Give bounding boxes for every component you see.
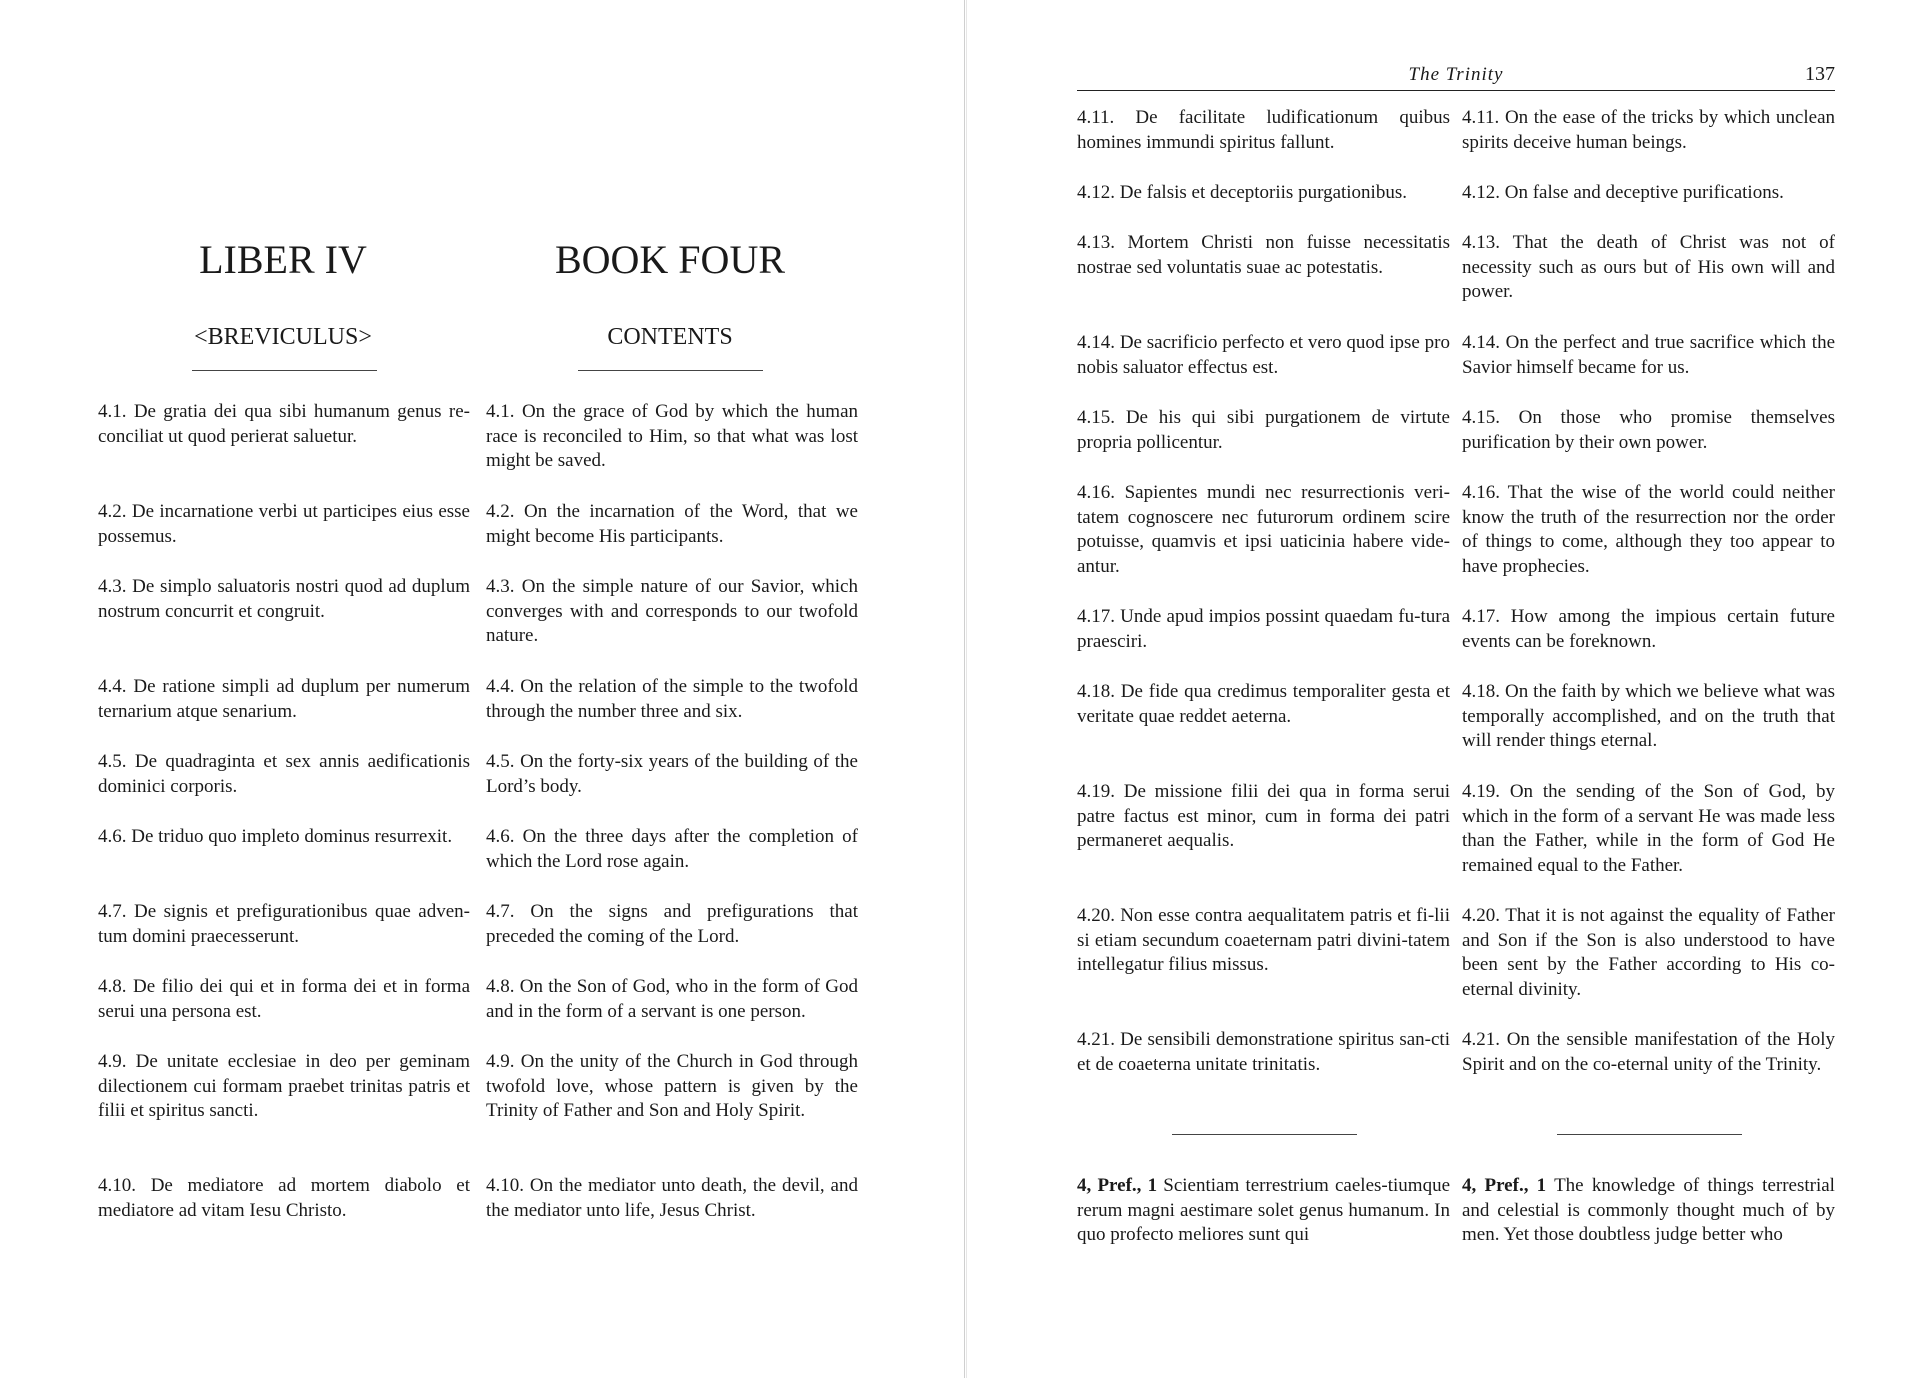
contents-entry	[1077, 481, 1835, 605]
latin-entry: 4.12. De falsis et deceptoriis purgationibus.	[1077, 182, 1407, 203]
contents-list-left	[98, 400, 858, 1249]
english-entry: 4.6. On the three days after the completion of which the Lord rose again.	[486, 826, 858, 872]
english-subtitle: CONTENTS	[607, 324, 733, 350]
latin-entry: 4.13. Mortem Christi non fuisse necessitatis nostrae sed voluntatis suae ac potestatis.	[1077, 232, 1450, 278]
english-entry: 4.11. On the ease of the tricks by which unclean spirits deceive human beings.	[1462, 107, 1835, 153]
contents-entry	[98, 575, 858, 675]
contents-entry	[1077, 780, 1835, 904]
english-section-label: 4, Pref., 1	[1462, 1175, 1547, 1196]
contents-entry	[98, 900, 858, 975]
latin-subtitle-rule	[192, 370, 377, 371]
page-number: 137	[1805, 63, 1835, 85]
latin-entry: 4.18. De fide qua credimus temporaliter gesta et veritate quae reddet aeterna.	[1077, 681, 1450, 727]
running-head	[1077, 62, 1835, 91]
latin-entry: 4.8. De filio dei qui et in forma dei et in forma serui una persona est.	[98, 976, 470, 1022]
contents-entry	[1077, 231, 1835, 331]
english-entry: 4.7. On the signs and prefigurations that preceded the coming of the Lord.	[486, 901, 858, 947]
english-entry: 4.2. On the incarnation of the Word, that we might become His participants.	[486, 501, 858, 547]
english-title: BOOK FOUR	[554, 237, 786, 282]
contents-entry	[1077, 106, 1835, 181]
english-entry: 4.14. On the perfect and true sacrifice which the Savior himself became for us.	[1462, 332, 1835, 378]
english-entry: 4.12. On false and deceptive purifications.	[1462, 182, 1784, 203]
contents-entry	[98, 400, 858, 500]
latin-entry: 4.15. De his qui sibi purgationem de virtute propria pollicentur.	[1077, 407, 1450, 453]
latin-entry: 4.16. Sapientes mundi nec resurrectionis veri-tatem cognoscere nec futurorum ordinem scire potuisse, quamvis et ipsi uaticinia habere vide-antur.	[1077, 482, 1450, 577]
english-entry: 4.17. How among the impious certain future events can be foreknown.	[1462, 606, 1835, 652]
english-entry: 4.5. On the forty-six years of the building of the Lord’s body.	[486, 751, 858, 797]
english-paragraph	[1462, 1174, 1835, 1248]
latin-entry: 4.14. De sacrificio perfecto et vero quod ipse pro nobis saluator effectus est.	[1077, 332, 1450, 378]
latin-entry: 4.11. De facilitate ludificationum quibus homines immundi spiritus fallunt.	[1077, 107, 1450, 153]
latin-paragraph	[1077, 1174, 1450, 1248]
english-entry: 4.3. On the simple nature of our Savior, which converges with and corresponds to our twofold nature.	[486, 576, 858, 646]
latin-entry: 4.20. Non esse contra aequalitatem patris et fi-lii si etiam secundum coaeternam patri divini-tatem intellegatur filius missus.	[1077, 905, 1450, 975]
latin-section-label: 4, Pref., 1	[1077, 1175, 1158, 1196]
contents-entry	[1077, 904, 1835, 1028]
latin-entry: 4.7. De signis et prefigurationibus quae adven-tum domini praecesserunt.	[98, 901, 470, 947]
contents-entry	[1077, 331, 1835, 406]
body-paragraph-row	[1077, 1174, 1835, 1248]
english-entry: 4.15. On those who promise themselves purification by their own power.	[1462, 407, 1835, 453]
latin-entry: 4.9. De unitate ecclesiae in deo per geminam dilectionem cui formam praebet trinitas patris et filii et spiritus sancti.	[98, 1051, 470, 1121]
latin-entry: 4.1. De gratia dei qua sibi humanum genus re-conciliat ut quod perierat saluetur.	[98, 401, 470, 447]
latin-entry: 4.4. De ratione simpli ad duplum per numerum ternarium atque senarium.	[98, 676, 470, 722]
contents-entry	[1077, 1028, 1835, 1128]
english-entry: 4.4. On the relation of the simple to the twofold through the number three and six.	[486, 676, 858, 722]
english-entry: 4.21. On the sensible manifestation of the Holy Spirit and on the co-eternal unity of the Trinity.	[1462, 1029, 1835, 1075]
contents-entry	[1077, 680, 1835, 780]
section-divider-latin	[1172, 1134, 1357, 1135]
contents-entry	[98, 975, 858, 1050]
english-entry: 4.20. That it is not against the equality of Father and Son if the Son is also understood to have been sent by the Father according to His co-eternal divinity.	[1462, 905, 1835, 1000]
latin-entry: 4.6. De triduo quo impleto dominus resurrexit.	[98, 826, 453, 847]
english-entry: 4.8. On the Son of God, who in the form of God and in the form of a servant is one person.	[486, 976, 858, 1022]
contents-entry	[98, 1050, 858, 1174]
latin-entry: 4.19. De missione filii dei qua in forma serui patre factus est minor, cum in forma dei patri permaneret aequalis.	[1077, 781, 1450, 851]
english-body-text: The knowledge of things terrestrial and celestial is commonly thought much of by men. Yet those doubtless judge better who	[1462, 1175, 1835, 1245]
contents-entry	[98, 825, 858, 900]
english-subtitle-rule	[578, 370, 763, 371]
latin-entry: 4.10. De mediatore ad mortem diabolo et mediatore ad vitam Iesu Christo.	[98, 1175, 470, 1221]
contents-entry	[98, 750, 858, 825]
english-entry: 4.16. That the wise of the world could neither know the truth of the resurrection nor the order of things to come, although they too appear to have prophecies.	[1462, 482, 1835, 577]
text-body	[1077, 1174, 1835, 1248]
latin-entry: 4.17. Unde apud impios possint quaedam fu-tura praesciri.	[1077, 606, 1450, 652]
english-entry: 4.13. That the death of Christ was not of necessity such as ours but of His own will and power.	[1462, 232, 1835, 302]
contents-entry	[98, 675, 858, 750]
contents-entry	[98, 1174, 858, 1249]
contents-list-right	[1077, 106, 1835, 1128]
running-title: The Trinity	[1408, 64, 1504, 85]
section-divider-english	[1557, 1134, 1742, 1135]
latin-entry: 4.2. De incarnatione verbi ut participes eius esse possemus.	[98, 501, 470, 547]
latin-entry: 4.3. De simplo saluatoris nostri quod ad duplum nostrum concurrit et congruit.	[98, 576, 470, 622]
english-entry: 4.9. On the unity of the Church in God through twofold love, whose pattern is given by the Trinity of Father and Son and Holy Spirit.	[486, 1051, 858, 1121]
contents-entry	[1077, 406, 1835, 481]
latin-title: LIBER IV	[199, 237, 367, 282]
contents-entry	[1077, 605, 1835, 680]
english-entry: 4.19. On the sending of the Son of God, by which in the form of a servant He was made less than the Father, while in the form of God He remained equal to the Father.	[1462, 781, 1835, 876]
contents-entry	[1077, 181, 1835, 231]
latin-subtitle: <BREVICULUS>	[194, 324, 372, 350]
latin-entry: 4.5. De quadraginta et sex annis aedificationis dominici corporis.	[98, 751, 470, 797]
latin-entry: 4.21. De sensibili demonstratione spiritus san-cti et de coaeterna unitate trinitatis.	[1077, 1029, 1450, 1075]
contents-entry	[98, 500, 858, 575]
latin-body-text: Scientiam terrestrium caeles-tiumque rerum magni aestimare solet genus humanum. In quo profecto meliores sunt qui	[1077, 1175, 1450, 1245]
english-entry: 4.1. On the grace of God by which the human race is reconciled to Him, so that what was lost might be saved.	[486, 401, 858, 471]
english-entry: 4.10. On the mediator unto death, the devil, and the mediator unto life, Jesus Christ.	[486, 1175, 858, 1221]
english-entry: 4.18. On the faith by which we believe what was temporally accomplished, and on the truth that will render things eternal.	[1462, 681, 1835, 751]
